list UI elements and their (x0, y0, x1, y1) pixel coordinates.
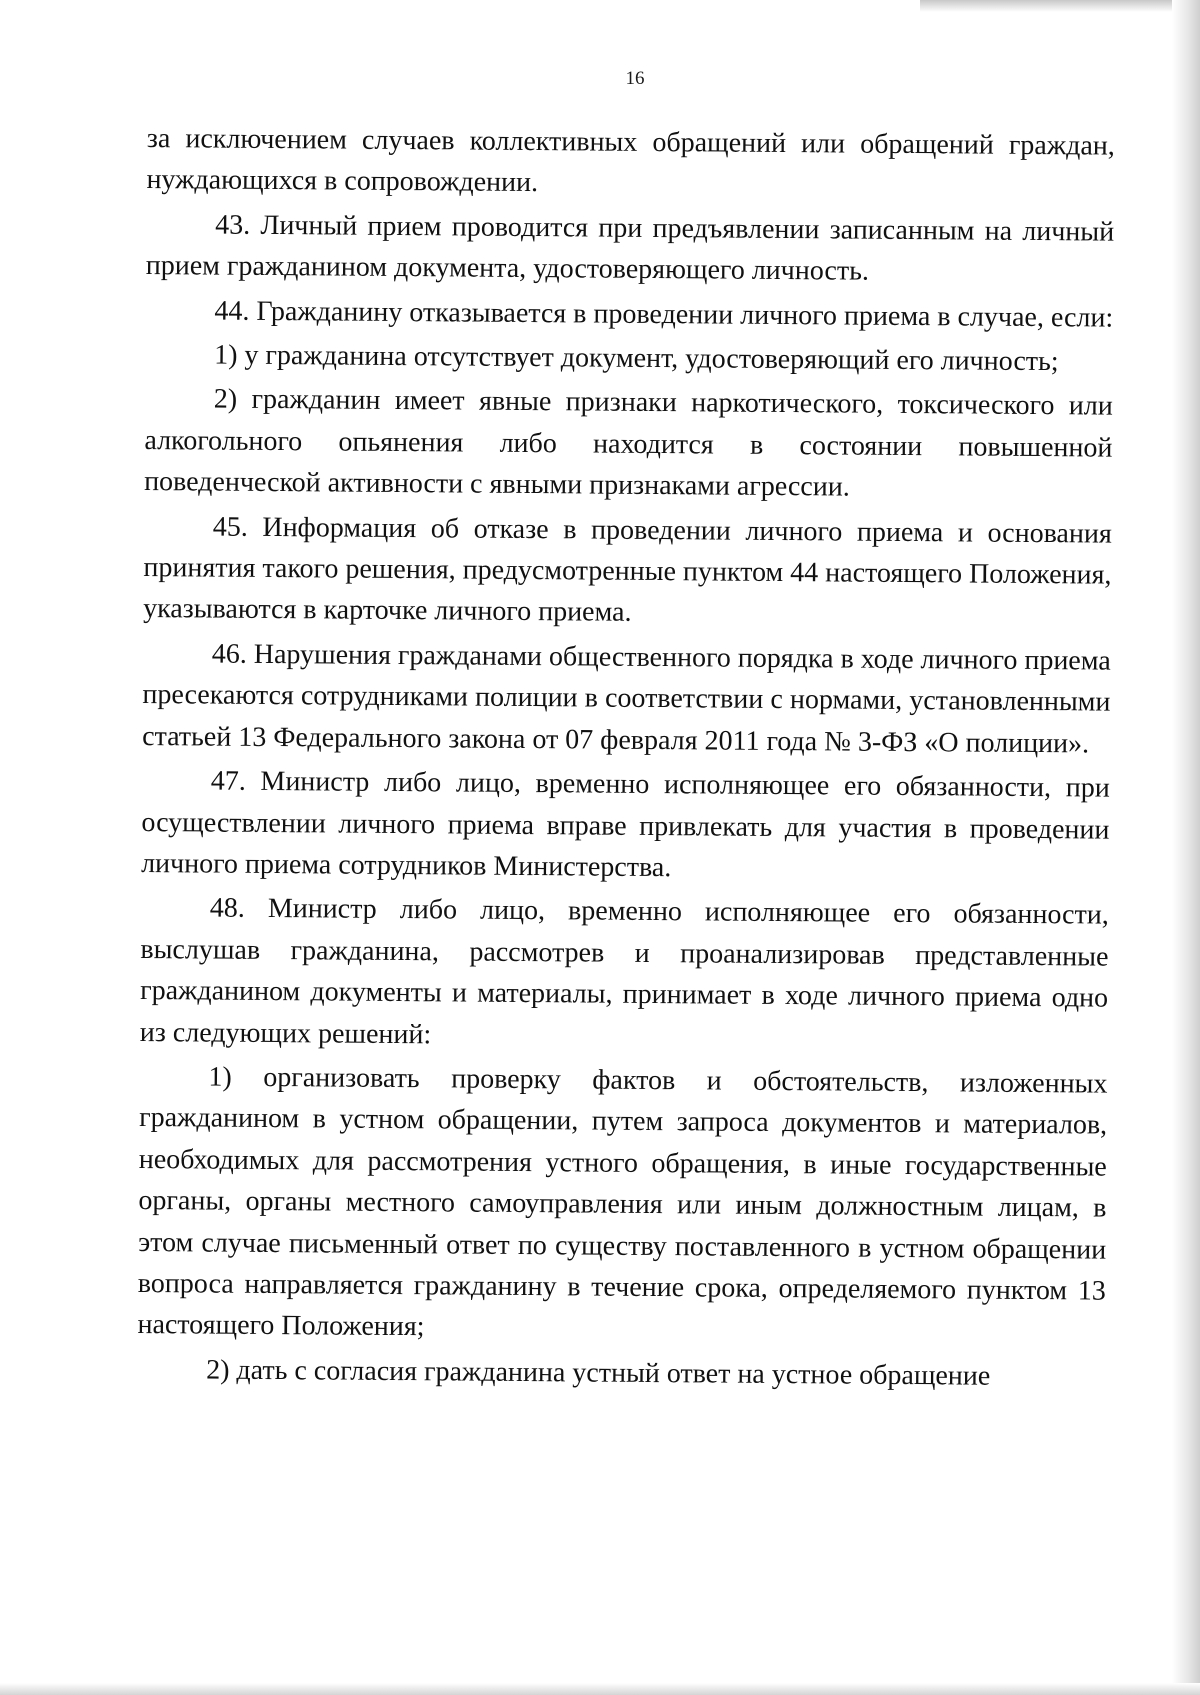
paragraph-48: 48. Министр либо лицо, временно исполняющее его обязанности, выслушав гражданина, рассмотрев и проанализировав представленные гражданином документы и материалы, принимает в ходе личного приема одно из следующих решений: (139, 892, 1109, 1050)
paragraph-45: 45. Информация об отказе в проведении личного приема и основания принятия такого решения, предусмотренные пунктом 44 настоящего Положения, указываются в карточке личного приема. (143, 511, 1112, 629)
paragraph-44-item-2: 2) гражданин имеет явные признаки наркотического, токсического или алкогольного опьянения либо находится в состоянии повышенной поведенческой активности с явными признаками агрессии. (144, 383, 1113, 503)
scan-shadow-bottom (0, 1683, 1200, 1695)
paragraph-44: 44. Гражданину отказывается в проведении личного приема в случае, если: (214, 295, 1114, 334)
document-body (137, 118, 1115, 1401)
paragraph-44-item-1: 1) у гражданина отсутствует документ, удостоверяющий его личность; (214, 339, 1059, 378)
page-number: 16 (625, 68, 645, 89)
paragraph-48-item-2: 2) дать с согласия гражданина устный ответ на устное обращение (206, 1354, 991, 1392)
paragraph-47: 47. Министр либо лицо, временно исполняющее его обязанности, при осуществлении личного приема вправе привлекать для участия в проведении личного приема сотрудников Министерства. (141, 765, 1110, 884)
scan-shadow-top (920, 0, 1200, 12)
paragraph-continuation: за исключением случаев коллективных обращений или обращений граждан, нуждающихся в сопровождении. (146, 122, 1115, 199)
scan-shadow-right (1172, 0, 1200, 1695)
paragraph-43: 43. Личный прием проводится при предъявлении записанным на личный прием гражданином документа, удостоверяющего личность. (145, 209, 1115, 287)
paragraph-48-item-1: 1) организовать проверку фактов и обстоятельств, изложенных гражданином в устном обращении, путем запроса документов и материалов, необходимых для рассмотрения устного обращения, в иные государственные органы, органы местного самоуправления или иным должностным лицам, в этом случае письменный ответ по существу поставленного в устном обращении вопроса направляется гражданину в течение срока, определяемого пунктом 13 настоящего Положения; (137, 1061, 1108, 1343)
paragraph-46: 46. Нарушения гражданами общественного порядка в ходе личного приема пресекаются сотрудниками полиции в соответствии с нормами, установленными статьей 13 Федерального закона от 07 февраля 2011 года № 3-ФЗ «О полиции». (142, 638, 1111, 760)
